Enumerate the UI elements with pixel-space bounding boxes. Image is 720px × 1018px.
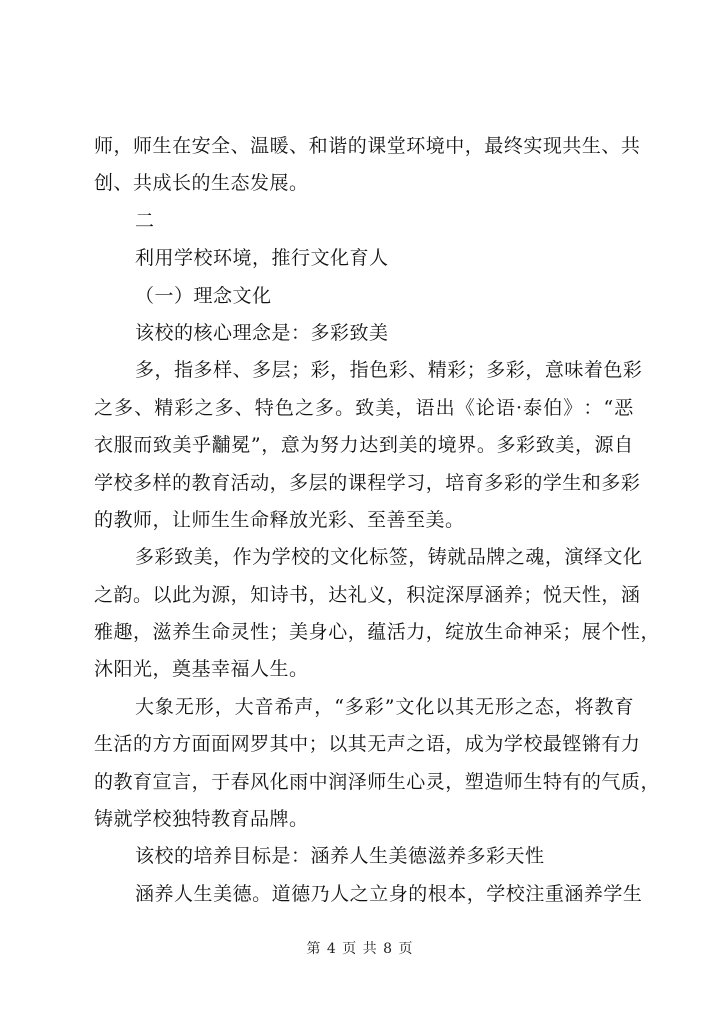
text-line: 沐阳光，奠基幸福人生。 — [94, 658, 309, 681]
text-line: 多 彩 致 美 ， 作 为 学 校 的 文 化 标 签 ， 铸 就 品 牌 之 魂 ， 演 绎 文 化 — [135, 546, 643, 569]
text-line: 该校的核心理念是：多彩致美 — [135, 321, 389, 344]
text-line: 之 韵 。 以 此 为 源 ， 知 诗 书 ， 达 礼 义 ， 积 淀 深 厚 涵 养 ； 悦 天 性 ， 涵 — [94, 583, 641, 606]
text-line: 该校的培养目标是：涵养人生美德滋养多彩天性 — [135, 845, 545, 868]
page-footer: 第 4 页 共 8 页 — [306, 941, 414, 957]
text-line: 二 — [135, 209, 155, 232]
text-line: （一）理念文化 — [135, 284, 272, 307]
text-line: 师 ， 师 生 在 安 全 、 温 暖 、 和 谐 的 课 堂 环 境 中 ， 最 终 实 现 共 生 、 共 — [94, 135, 641, 157]
text-line: 大 象 无 形 ， 大 音 希 声 ， “ 多 彩 ” 文 化 以 其 无 形 之 态 ， 将 教 育 — [135, 695, 634, 718]
text-line: 涵 养 人 生 美 德 。 道 德 乃 人 之 立 身 的 根 本 ， 学 校 注 重 涵 养 学 生 — [135, 882, 643, 905]
text-line: 创、共成长的生态发展。 — [94, 172, 309, 195]
text-line: 之 多 、 精 彩 之 多 、 特 色 之 多 。 致 美 ， 语 出 《 论 语 · 泰 伯 》 ： “ 恶 — [94, 396, 634, 419]
document-body — [94, 128, 660, 913]
text-line: 的教师，让师生生命释放光彩、至善至美。 — [94, 508, 465, 531]
text-line: 学 校 多 样 的 教 育 活 动 ， 多 层 的 课 程 学 习 ， 培 育 多 彩 的 学 生 和 多 彩 — [94, 471, 641, 494]
text-line: 多 ， 指 多 样 、 多 层 ； 彩 ， 指 色 彩 、 精 彩 ； 多 彩 ， 意 味 着 色 彩 — [135, 359, 643, 382]
text-line: 雅 趣 ， 滋 养 生 命 灵 性 ； 美 身 心 ， 蕴 活 力 ， 绽 放 生 命 神 采 ； 展 个 性 ， — [94, 621, 660, 644]
text-line: 衣 服 而 致 美 乎 黼 冕 ” ， 意 为 努 力 达 到 美 的 境 界 。 多 彩 致 美 ， 源 自 — [94, 434, 634, 457]
text-line: 生 活 的 方 方 面 面 网 罗 其 中 ； 以 其 无 声 之 语 ， 成 为 学 校 最 铿 锵 有 力 — [94, 733, 641, 756]
text-line: 铸就学校独特教育品牌。 — [94, 808, 309, 831]
text-line: 利用学校环境，推行文化育人 — [135, 247, 389, 270]
text-line: 的 教 育 宣 言 ， 于 春 风 化 雨 中 润 泽 师 生 心 灵 ， 塑 造 师 生 特 有 的 气 质 ， — [94, 770, 660, 793]
